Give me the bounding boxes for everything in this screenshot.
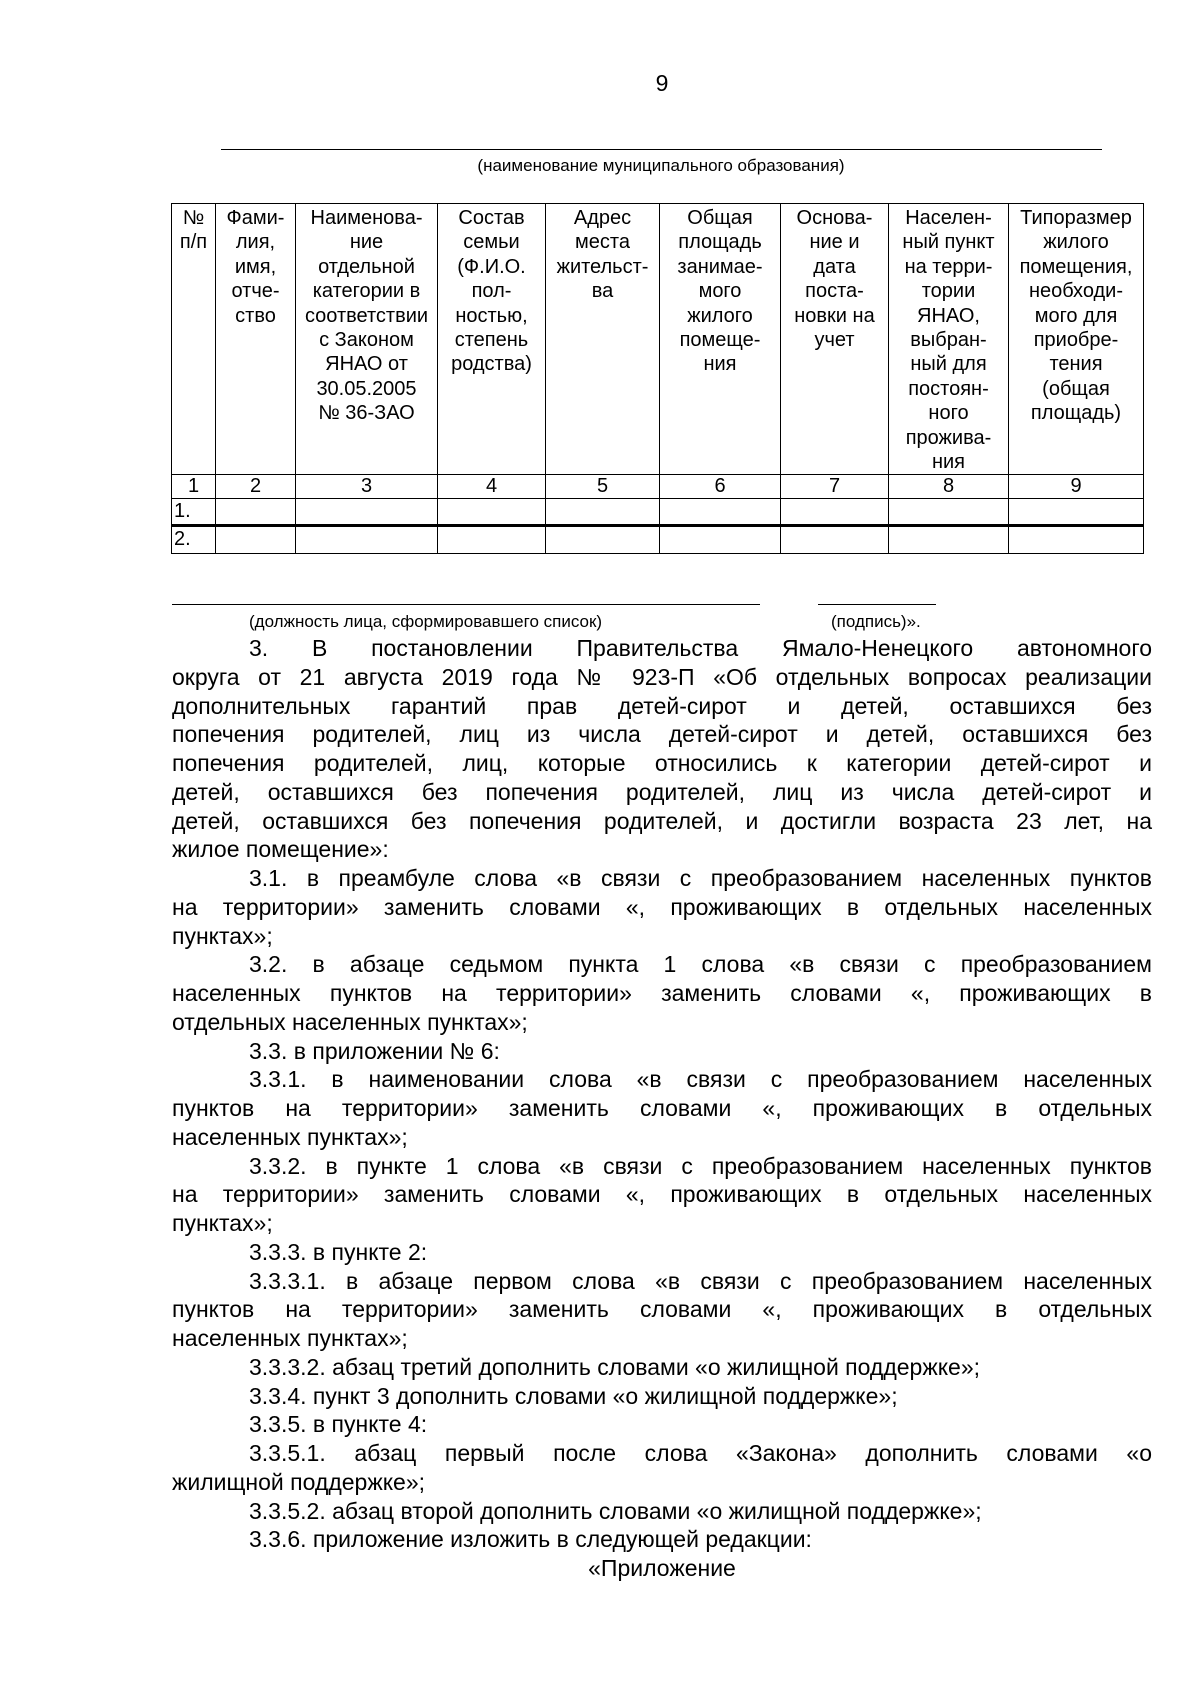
text-line: 3.2. в абзаце седьмом пункта 1 слова «в связи с преобразованием [249, 951, 1152, 978]
table-cell: 7 [781, 475, 889, 499]
text-line: отдельных населенных пунктах»; [172, 1008, 528, 1035]
table-cell [660, 526, 781, 554]
text-line: детей, оставшихся без попечения родителей, лиц из числа детей-сирот и [172, 778, 1152, 805]
text-line: 3.3.3.2. абзац третий дополнить словами «о жилищной поддержке»; [249, 1353, 981, 1380]
table-cell [216, 499, 296, 526]
text-line: попечения родителей, лиц, которые относились к категории детей-сирот и [172, 750, 1152, 776]
page-number: 9 [655, 70, 669, 96]
table-cell: 2. [172, 526, 216, 554]
table-cell: 2 [216, 475, 296, 499]
table-cell: Состав семьи (Ф.И.О. пол- ностью, степень родства) [438, 204, 546, 475]
table-cell: 1. [172, 499, 216, 526]
table-cell [889, 499, 1009, 526]
text-line: жилое помещение»: [172, 836, 389, 863]
text-line: пунктов на территории» заменить словами «, проживающих в отдельных [172, 1296, 1152, 1323]
table-row [172, 526, 1144, 554]
text-line: населенных пунктов на территории» заменить словами «, проживающих в [172, 980, 1152, 1006]
table-header-row [172, 204, 1144, 475]
paragraph [172, 1353, 1152, 1382]
text-line: пунктах»; [172, 1210, 273, 1236]
table-cell: 5 [546, 475, 660, 499]
table-cell: Фами- лия, имя, отче- ство [216, 204, 296, 475]
table-cell: 3 [296, 475, 438, 499]
table-cell [1009, 526, 1144, 554]
table-cell [1009, 499, 1144, 526]
text-line: 3.3.4. пункт 3 дополнить словами «о жилищной поддержке»; [249, 1382, 898, 1409]
text-line: пунктов на территории» заменить словами «, проживающих в отдельных [172, 1095, 1152, 1121]
text-line: 3.3.2. в пункте 1 слова «в связи с преобразованием населенных пунктов [249, 1152, 1152, 1179]
text-line: 3.3.5. в пункте 4: [249, 1411, 428, 1438]
table-cell: 1 [172, 475, 216, 499]
table-cell: Общая площадь занимае- мого жилого помеще- ния [660, 204, 781, 475]
paragraph [172, 1382, 1152, 1411]
paragraph [172, 1152, 1152, 1238]
table-cell: Адрес места жительст- ва [546, 204, 660, 475]
table-cell [781, 499, 889, 526]
table-cell: 8 [889, 475, 1009, 499]
text-line: населенных пунктах»; [172, 1325, 408, 1351]
municipality-caption: (наименование муниципального образования) [477, 156, 845, 175]
position-caption: (должность лица, сформировавшего список) [249, 612, 603, 631]
text-line: 3.3.5.2. абзац второй дополнить словами «о жилищной поддержке»; [249, 1497, 982, 1524]
text-line: 3.3.1. в наименовании слова «в связи с преобразованием населенных [249, 1066, 1152, 1093]
table-cell: Типоразмер жилого помещения, необходи- мого для приобре- тения (общая площадь) [1009, 204, 1144, 475]
paragraph [172, 1525, 1152, 1554]
text-line: 3.3.6. приложение изложить в следующей редакции: [249, 1526, 812, 1553]
text-line: 3.3. в приложении № 6: [249, 1037, 500, 1064]
paragraph [172, 1439, 1152, 1497]
paragraph [172, 950, 1152, 1036]
table-cell: № п/п [172, 204, 216, 475]
text-line: пунктах»; [172, 922, 273, 949]
table-cell [216, 526, 296, 554]
appendix-heading: «Приложение [588, 1555, 736, 1581]
text-line: детей, оставшихся без попечения родителей, и достигли возраста 23 лет, на [172, 807, 1152, 834]
text-line: попечения родителей, лиц из числа детей-сирот и детей, оставшихся без [172, 721, 1152, 748]
text-line: на территории» заменить словами «, проживающих в отдельных населенных [172, 893, 1152, 920]
table-cell [546, 499, 660, 526]
table-column-numbers-row [172, 475, 1144, 499]
table-cell [296, 526, 438, 554]
table-cell: 4 [438, 475, 546, 499]
table-cell [889, 526, 1009, 554]
text-line: на территории» заменить словами «, проживающих в отдельных населенных [172, 1181, 1152, 1208]
paragraph [172, 634, 1152, 864]
paragraph [172, 864, 1152, 950]
text-line: населенных пунктах»; [172, 1123, 408, 1150]
table-cell: Основа- ние и дата поста- новки на учет [781, 204, 889, 475]
paragraph [172, 1238, 1152, 1267]
text-line: 3.3.3. в пункте 2: [249, 1238, 428, 1265]
text-line: дополнительных гарантий прав детей-сирот и детей, оставшихся без [172, 692, 1152, 719]
list-table [171, 203, 1144, 554]
text-line: жилищной поддержке»; [172, 1468, 425, 1495]
table-cell: Наименова- ние отдельной категории в соответствии с Законом ЯНАО от 30.05.2005 № 36-ЗАО [296, 204, 438, 475]
text-line: 3. В постановлении Правительства Ямало-Ненецкого автономного [249, 635, 1152, 661]
table-cell [296, 499, 438, 526]
table-cell: Населен- ный пункт на терри- тории ЯНАО, выбран- ный для постоян- ного прожива- ния [889, 204, 1009, 475]
text-line: 3.3.5.1. абзац первый после слова «Закона» дополнить словами «о [249, 1440, 1152, 1466]
table-cell: 6 [660, 475, 781, 499]
table-cell [781, 526, 889, 554]
document-body [172, 634, 1152, 1583]
paragraph [172, 1267, 1152, 1353]
table-cell [660, 499, 781, 526]
paragraph [172, 1037, 1152, 1066]
paragraph [172, 1410, 1152, 1439]
text-line: 3.1. в преамбуле слова «в связи с преобразованием населенных пунктов [249, 865, 1152, 891]
text-line: округа от 21 августа 2019 года № 923-П «Об отдельных вопросах реализации [172, 663, 1152, 690]
table-row [172, 499, 1144, 526]
paragraph [172, 1065, 1152, 1151]
table-cell [546, 526, 660, 554]
signature-line [818, 604, 936, 605]
municipality-line [221, 149, 1102, 150]
table-cell [438, 499, 546, 526]
text-line: 3.3.3.1. в абзаце первом слова «в связи с преобразованием населенных [249, 1267, 1152, 1294]
paragraph [172, 1497, 1152, 1526]
position-line [172, 604, 760, 605]
table-cell [438, 526, 546, 554]
signature-caption: (подпись)». [831, 612, 921, 631]
table-cell: 9 [1009, 475, 1144, 499]
